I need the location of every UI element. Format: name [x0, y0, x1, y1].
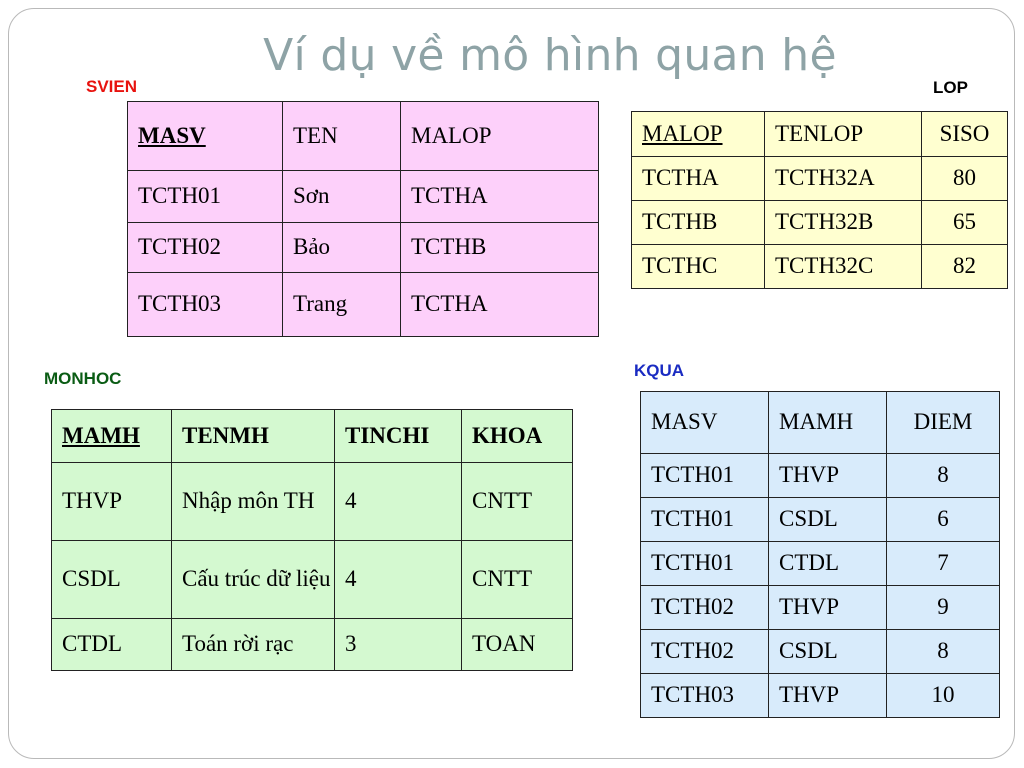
table-cell: CTDL — [769, 542, 887, 586]
table-cell: TCTHA — [401, 171, 599, 223]
column-header-masv: MASV — [128, 102, 283, 171]
table-cell: TCTHB — [632, 201, 765, 245]
table-row — [641, 630, 1000, 674]
table-cell: CSDL — [769, 630, 887, 674]
column-header-mamh: MAMH — [769, 392, 887, 454]
table-cell: CTDL — [52, 619, 172, 671]
table-cell: TCTH32B — [765, 201, 922, 245]
kqua-table — [640, 391, 1000, 718]
table-cell: 6 — [887, 498, 1000, 542]
table-cell: TCTH03 — [128, 273, 283, 337]
table-cell: THVP — [52, 463, 172, 541]
column-header-malop: MALOP — [401, 102, 599, 171]
table-row — [641, 586, 1000, 630]
table-cell: TCTH32C — [765, 245, 922, 289]
table-header-row — [128, 102, 599, 171]
table-cell: Cấu trúc dữ liệu — [172, 541, 335, 619]
table-cell: Bảo — [283, 223, 401, 273]
table-row — [632, 157, 1008, 201]
column-header-ten: TEN — [283, 102, 401, 171]
table-cell: TCTHA — [401, 273, 599, 337]
table-cell: TCTH02 — [641, 630, 769, 674]
table-header-row — [52, 410, 573, 463]
table-row — [641, 498, 1000, 542]
slide-title: Ví dụ về mô hình quan hệ — [263, 30, 837, 81]
column-header-tenlop: TENLOP — [765, 112, 922, 157]
table-cell: TOAN — [462, 619, 573, 671]
table-cell: Sơn — [283, 171, 401, 223]
table-cell: 7 — [887, 542, 1000, 586]
table-cell: 3 — [335, 619, 462, 671]
column-header-mamh: MAMH — [52, 410, 172, 463]
table-cell: CSDL — [769, 498, 887, 542]
table-row — [632, 201, 1008, 245]
table-cell: 9 — [887, 586, 1000, 630]
table-cell: CSDL — [52, 541, 172, 619]
table-cell: Nhập môn TH — [172, 463, 335, 541]
table-cell: TCTH01 — [128, 171, 283, 223]
table-cell: CNTT — [462, 541, 573, 619]
table-cell: THVP — [769, 674, 887, 718]
table-cell: 10 — [887, 674, 1000, 718]
table-cell: THVP — [769, 454, 887, 498]
table-cell: THVP — [769, 586, 887, 630]
table-cell: TCTH01 — [641, 498, 769, 542]
table-row — [52, 463, 573, 541]
table-cell: Toán rời rạc — [172, 619, 335, 671]
table-cell: TCTHB — [401, 223, 599, 273]
table-row — [641, 674, 1000, 718]
column-header-diem: DIEM — [887, 392, 1000, 454]
column-header-siso: SISO — [922, 112, 1008, 157]
table-cell: TCTH03 — [641, 674, 769, 718]
lop-table — [631, 111, 1008, 289]
svien-table — [127, 101, 599, 337]
table-cell: 4 — [335, 541, 462, 619]
table-cell: 65 — [922, 201, 1008, 245]
kqua-label: KQUA — [634, 361, 685, 380]
table-cell: TCTHA — [632, 157, 765, 201]
table-row — [632, 245, 1008, 289]
table-cell: TCTHC — [632, 245, 765, 289]
column-header-masv: MASV — [641, 392, 769, 454]
column-header-tinchi: TINCHI — [335, 410, 462, 463]
table-row — [52, 619, 573, 671]
monhoc-table — [51, 409, 573, 671]
monhoc-label: MONHOC — [44, 369, 122, 388]
table-cell: TCTH02 — [128, 223, 283, 273]
table-row — [128, 171, 599, 223]
lop-label: LOP — [933, 78, 968, 97]
column-header-tenmh: TENMH — [172, 410, 335, 463]
table-cell: 8 — [887, 454, 1000, 498]
table-row — [641, 454, 1000, 498]
table-row — [52, 541, 573, 619]
column-header-khoa: KHOA — [462, 410, 573, 463]
table-row — [128, 223, 599, 273]
table-cell: 8 — [887, 630, 1000, 674]
table-cell: Trang — [283, 273, 401, 337]
table-cell: 4 — [335, 463, 462, 541]
table-cell: 80 — [922, 157, 1008, 201]
svien-label: SVIEN — [86, 77, 138, 96]
table-header-row — [632, 112, 1008, 157]
table-cell: TCTH01 — [641, 454, 769, 498]
table-cell: CNTT — [462, 463, 573, 541]
table-cell: TCTH01 — [641, 542, 769, 586]
column-header-malop: MALOP — [632, 112, 765, 157]
table-cell: TCTH02 — [641, 586, 769, 630]
table-cell: 82 — [922, 245, 1008, 289]
table-row — [641, 542, 1000, 586]
table-header-row — [641, 392, 1000, 454]
table-row — [128, 273, 599, 337]
table-cell: TCTH32A — [765, 157, 922, 201]
